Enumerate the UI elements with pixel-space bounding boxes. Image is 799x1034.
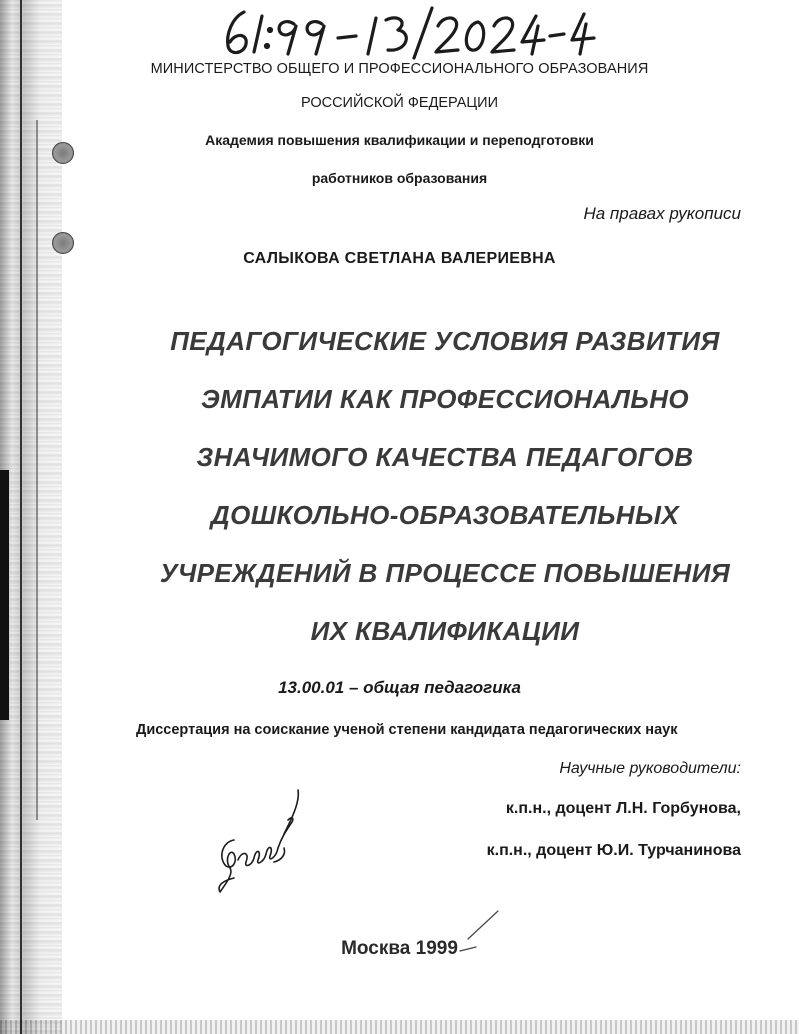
academy-name: Академия повышения квалификации и переподготовки xyxy=(205,132,594,148)
title-line: ЗНАЧИМОГО КАЧЕСТВА ПЕДАГОГОВ xyxy=(196,442,694,472)
scan-bottom-strip xyxy=(0,1020,799,1034)
title-line: ИХ КВАЛИФИКАЦИИ xyxy=(310,616,580,646)
ministry-name: МИНИСТЕРСТВО ОБЩЕГО И ПРОФЕССИОНАЛЬНОГО ОБРАЗОВАНИЯ xyxy=(150,61,649,77)
academy-name-continued: работников образования xyxy=(311,170,488,186)
author-signature xyxy=(212,788,312,898)
author-name: САЛЫКОВА СВЕТЛАНА ВАЛЕРИЕВНА xyxy=(243,250,556,267)
federation-name: РОССИЙСКОЙ ФЕДЕРАЦИИ xyxy=(300,95,499,111)
title-line: ДОШКОЛЬНО-ОБРАЗОВАТЕЛЬНЫХ xyxy=(210,500,680,530)
specialty-code: 13.00.01 – общая педагогика xyxy=(278,678,521,697)
title-line: УЧРЕЖДЕНИЙ В ПРОЦЕССЕ ПОВЫШЕНИЯ xyxy=(159,558,731,588)
advisor-name: к.п.н., доцент Л.Н. Горбунова, xyxy=(505,800,741,817)
title-line: ЭМПАТИИ КАК ПРОФЕССИОНАЛЬНО xyxy=(201,384,689,414)
dissertation-statement: Диссертация на соискание ученой степени кандидата педагогических наук xyxy=(136,722,678,738)
title-line: ПЕДАГОГИЧЕСКИЕ УСЛОВИЯ РАЗВИТИЯ xyxy=(170,326,720,356)
city-and-year: Москва 1999 xyxy=(341,938,458,959)
archive-number-handwriting xyxy=(218,4,598,60)
advisor-name: к.п.н., доцент Ю.И. Турчанинова xyxy=(486,842,741,859)
advisors-label: Научные руководители: xyxy=(559,760,741,777)
manuscript-note: На правах рукописи xyxy=(583,204,741,223)
